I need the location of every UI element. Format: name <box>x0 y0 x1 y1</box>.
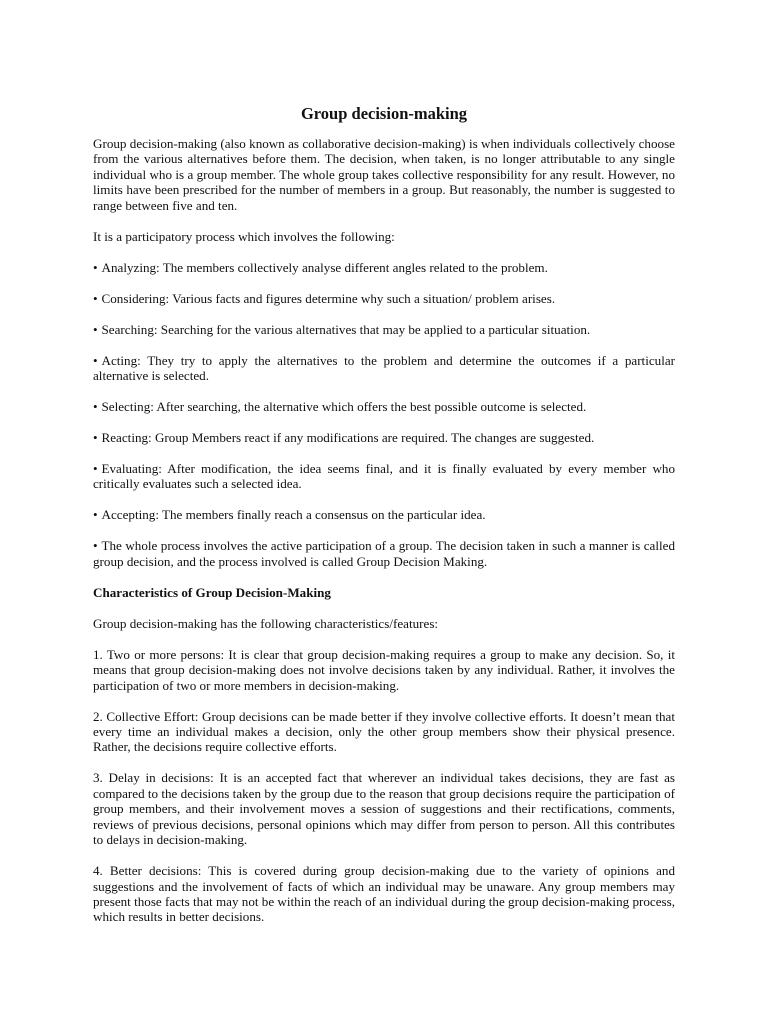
process-lead-paragraph: It is a participatory process which involves the following: <box>93 228 395 244</box>
bullet-icon: • <box>93 259 98 275</box>
list-item <box>93 461 675 492</box>
characteristic-paragraph: 4. Better decisions: This is covered during group decision-making due to the variety of opinions and suggestions and the involvement of facts of which an individual may be unaware. Any group members may present those facts that may not be within the reach of an individual during the group decision-making process, which results in better decisions. <box>93 863 675 925</box>
list-item <box>93 399 675 414</box>
document-body <box>93 136 675 940</box>
section-heading: Characteristics of Group Decision-Making <box>93 584 331 600</box>
bullet-text: Analyzing: The members collectively analyse different angles related to the problem. <box>101 259 548 275</box>
bullet-text: Selecting: After searching, the alternative which offers the best possible outcome is selected. <box>101 399 587 415</box>
list-item <box>93 322 675 337</box>
bullet-icon: • <box>93 352 98 368</box>
intro-paragraph: Group decision-making (also known as collaborative decision-making) is when individuals collectively choose from the various alternatives before them. The decision, when taken, is no longer attributable to any single individual who is a group member. The whole group takes collective responsibility for any result. However, no limits have been prescribed for the number of members in a group. But reasonably, the number is suggested to range between five and ten. <box>93 136 675 213</box>
bullet-text: Acting: They try to apply the alternatives to the problem and determine the outcomes if a particular alternative is selected. <box>93 352 675 384</box>
bullet-text: Searching: Searching for the various alternatives that may be applied to a particular situation. <box>101 321 591 337</box>
list-item <box>93 430 675 445</box>
list-item <box>93 260 675 275</box>
bullet-icon: • <box>93 399 98 415</box>
bullet-icon: • <box>93 430 98 446</box>
bullet-text: Considering: Various facts and figures determine why such a situation/ problem arises. <box>101 290 556 306</box>
page-title: Group decision-making <box>300 104 468 123</box>
bullet-icon: • <box>93 290 98 306</box>
characteristic-paragraph: 3. Delay in decisions: It is an accepted fact that wherever an individual takes decisions, they are fast as compared to the decisions taken by the group due to the reason that group decisions require the participation of group members, and their involvement moves a session of suggestions and their rectifications, comments, reviews of previous decisions, personal opinions which may differ from person to person. All this contributes to delays in decision-making. <box>93 770 675 848</box>
bullet-icon: • <box>93 507 98 523</box>
bullet-icon: • <box>93 461 98 477</box>
list-item <box>93 507 675 522</box>
list-item <box>93 353 675 384</box>
process-bullet-list <box>93 260 675 570</box>
bullet-text: Accepting: The members finally reach a consensus on the particular idea. <box>101 507 486 523</box>
section-lead-paragraph: Group decision-making has the following characteristics/features: <box>93 615 439 631</box>
characteristic-paragraph: 2. Collective Effort: Group decisions can be made better if they involve collective efforts. It doesn’t mean that every time an individual makes a decision, only the other group members show their physical presence. Rather, the decisions require collective efforts. <box>93 708 675 755</box>
list-item <box>93 291 675 306</box>
bullet-text: The whole process involves the active participation of a group. The decision taken in such a manner is called group decision, and the process involved is called Group Decision Making. <box>93 538 675 569</box>
bullet-text: Evaluating: After modification, the idea seems final, and it is finally evaluated by every member who critically evaluates such a selected idea. <box>93 461 675 492</box>
bullet-icon: • <box>93 321 98 337</box>
bullet-text: Reacting: Group Members react if any modifications are required. The changes are suggested. <box>101 430 595 446</box>
bullet-icon: • <box>93 538 98 554</box>
list-item <box>93 538 675 569</box>
characteristic-paragraph: 1. Two or more persons: It is clear that group decision-making requires a group to make any decision. So, it means that group decision-making does not involve decisions taken by any individual. Rather, it involves the participation of two or more members in decision-making. <box>93 646 675 693</box>
